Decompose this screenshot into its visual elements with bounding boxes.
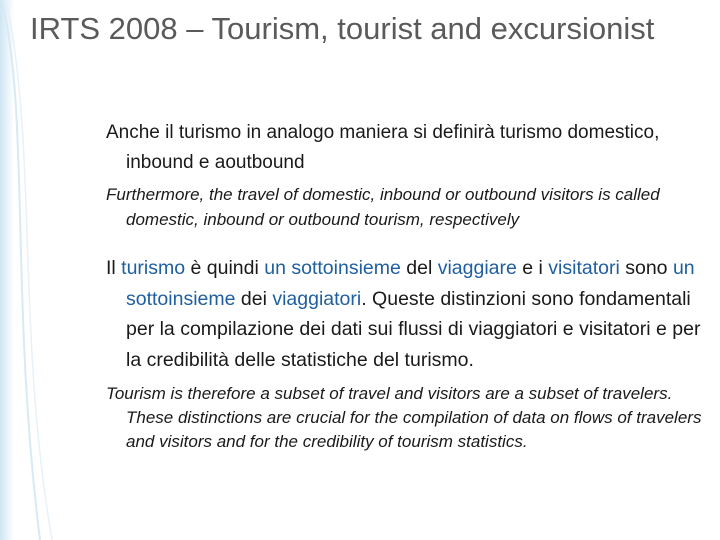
decorative-swoosh <box>0 0 60 540</box>
text-segment: Il <box>106 257 122 279</box>
paragraph-italian-1: Anche il turismo in analogo maniera si definirà turismo domestico, inbound e aoutbound <box>106 122 660 173</box>
paragraph-english-1: Furthermore, the travel of domestic, inbound or outbound visitors is called domestic, inbound or outbound tourism, respectively <box>106 185 660 229</box>
highlight-term: visitatori <box>548 257 620 279</box>
highlight-term: un sottoinsieme <box>126 257 695 310</box>
slide-title: IRTS 2008 – Tourism, tourist and excursionist <box>30 11 655 46</box>
text-segment: dei <box>235 287 273 310</box>
highlight-term: viaggiare <box>437 257 517 279</box>
paragraph-italian-2 <box>106 253 706 375</box>
highlight-term: turismo <box>121 257 186 279</box>
highlight-term: un sottoinsieme <box>264 257 401 279</box>
highlight-term: viaggiatori <box>272 287 362 310</box>
text-segment: è quindi <box>185 257 265 279</box>
text-segment: del <box>400 257 438 279</box>
slide-content <box>106 118 706 454</box>
text-segment: e i <box>516 257 549 279</box>
text-segment: . Queste distinzioni sono fondamentali per la compilazione dei dati sui flussi di viaggiatori e visitatori e per la credibilità delle statistiche del turismo. <box>126 287 701 371</box>
text-segment: sono <box>619 257 673 279</box>
paragraph-english-2: Tourism is therefore a subset of travel and visitors are a subset of travelers. These distinctions are crucial for the compilation of data on flows of travelers and visitors and for the credibility of tourism statistics. <box>106 384 702 451</box>
